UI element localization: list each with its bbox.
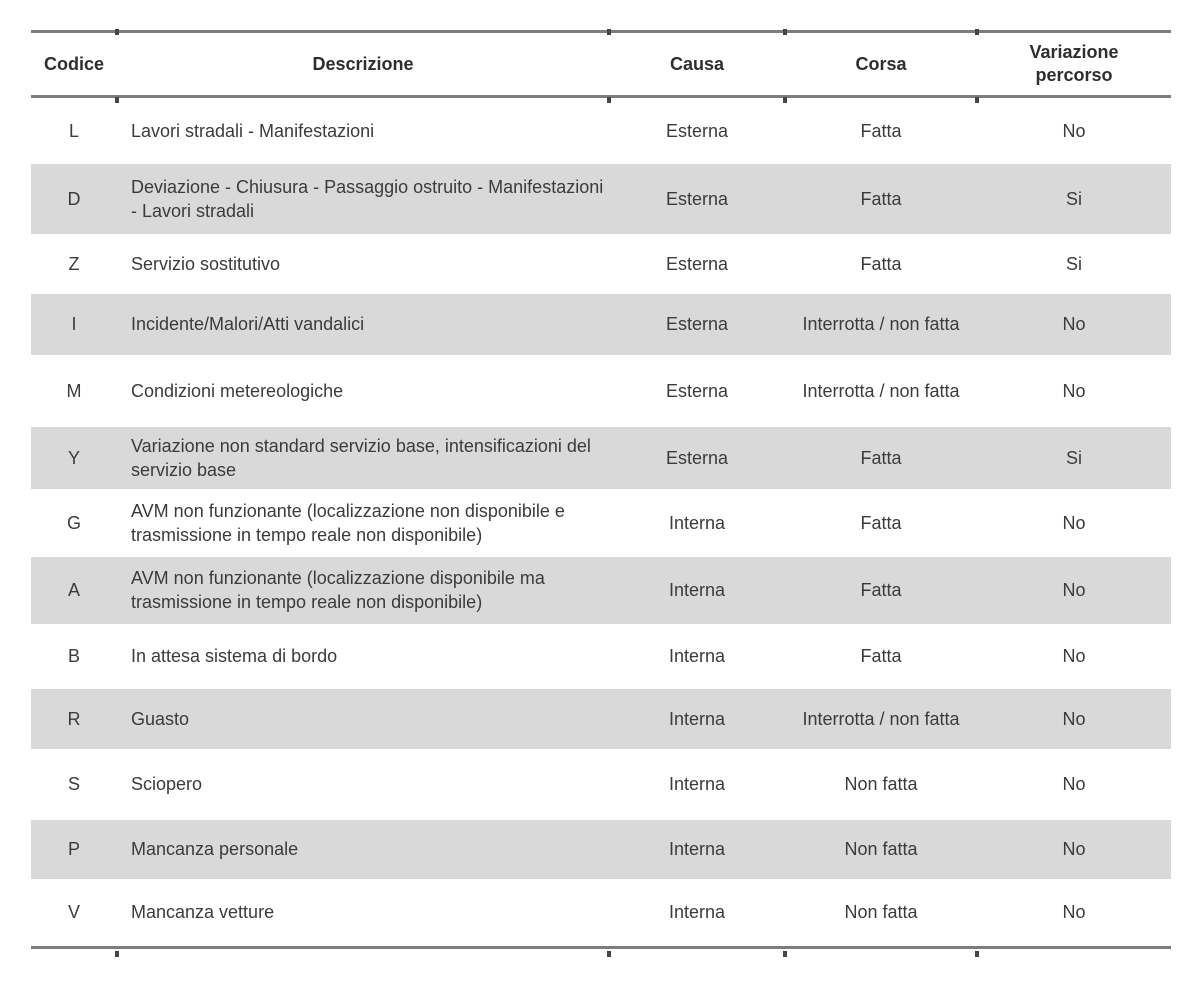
table-row-B bbox=[31, 624, 1171, 689]
rule-tick bbox=[975, 951, 979, 957]
cell-codice: Z bbox=[68, 253, 80, 274]
cell-variazione_percorso: No bbox=[1062, 120, 1086, 141]
rule-tick bbox=[975, 29, 979, 35]
cell-codice: G bbox=[66, 512, 81, 533]
cell-codice: Y bbox=[67, 447, 80, 468]
rule-tick bbox=[783, 97, 787, 103]
table-body bbox=[31, 97, 1171, 948]
cell-codice: A bbox=[67, 580, 80, 600]
table-row-Y bbox=[31, 427, 1171, 489]
cell-descrizione: Deviazione - Chiusura - Passaggio ostruito - Manifestazioni - Lavori stradali bbox=[131, 176, 604, 221]
cell-descrizione: Variazione non standard servizio base, intensificazioni del servizio base bbox=[131, 435, 591, 480]
cell-corsa: Non fatta bbox=[844, 839, 918, 859]
column-header-codice bbox=[31, 32, 117, 97]
rule-tick bbox=[783, 29, 787, 35]
column-header-label: Descrizione bbox=[312, 53, 414, 74]
cell-variazione_percorso: No bbox=[1062, 314, 1086, 334]
column-header-variazione_percorso bbox=[977, 32, 1171, 97]
cell-causa: Interna bbox=[668, 839, 726, 859]
table-row-Z bbox=[31, 234, 1171, 294]
cell-causa: Esterna bbox=[665, 447, 729, 468]
cell-corsa: Non fatta bbox=[844, 774, 918, 794]
cell-variazione_percorso: No bbox=[1062, 839, 1086, 859]
cell-causa: Interna bbox=[668, 580, 726, 600]
rule-tick bbox=[975, 97, 979, 103]
column-header-label: Variazione percorso bbox=[1029, 42, 1119, 85]
column-header-label: Codice bbox=[43, 53, 104, 74]
table-row-R bbox=[31, 689, 1171, 749]
cell-causa: Interna bbox=[668, 774, 726, 794]
cell-codice: R bbox=[67, 708, 81, 729]
cell-causa: Interna bbox=[668, 708, 726, 729]
codes-table-wrapper bbox=[31, 30, 1171, 949]
table-row-V bbox=[31, 879, 1171, 948]
cell-corsa: Fatta bbox=[860, 188, 902, 209]
cell-codice: I bbox=[71, 314, 77, 334]
table-row-P bbox=[31, 820, 1171, 879]
cell-descrizione: AVM non funzionante (localizzazione disponibile ma trasmissione in tempo reale non disponibile) bbox=[131, 568, 545, 612]
cell-descrizione: Lavori stradali - Manifestazioni bbox=[131, 120, 375, 141]
column-header-corsa bbox=[785, 32, 977, 97]
table-row-S bbox=[31, 749, 1171, 820]
codes-table bbox=[31, 30, 1171, 949]
cell-causa: Esterna bbox=[665, 188, 729, 209]
cell-codice: L bbox=[68, 120, 79, 141]
cell-descrizione: Sciopero bbox=[131, 774, 203, 794]
cell-corsa: Fatta bbox=[860, 253, 902, 274]
header-row bbox=[31, 32, 1171, 97]
cell-causa: Interna bbox=[668, 646, 726, 666]
cell-variazione_percorso: Si bbox=[1065, 447, 1082, 468]
cell-codice: M bbox=[66, 380, 82, 401]
cell-corsa: Non fatta bbox=[844, 902, 918, 923]
column-header-label: Causa bbox=[669, 53, 725, 74]
cell-corsa: Interrotta / non fatta bbox=[802, 314, 960, 334]
cell-corsa: Interrotta / non fatta bbox=[802, 708, 960, 729]
column-header-descrizione bbox=[117, 32, 609, 97]
rule-tick bbox=[607, 29, 611, 35]
cell-variazione_percorso: Si bbox=[1065, 188, 1082, 209]
cell-variazione_percorso: Si bbox=[1065, 253, 1082, 274]
cell-descrizione: Condizioni metereologiche bbox=[131, 380, 344, 401]
table-row-I bbox=[31, 294, 1171, 355]
cell-corsa: Fatta bbox=[860, 580, 902, 600]
cell-corsa: Fatta bbox=[860, 447, 902, 468]
column-header-causa bbox=[609, 32, 785, 97]
cell-codice: S bbox=[67, 774, 80, 794]
table-row-L bbox=[31, 97, 1171, 164]
cell-corsa: Fatta bbox=[860, 512, 902, 533]
cell-variazione_percorso: No bbox=[1062, 902, 1086, 923]
cell-codice: V bbox=[67, 902, 80, 923]
cell-codice: B bbox=[67, 646, 80, 666]
table-row-M bbox=[31, 355, 1171, 427]
cell-causa: Esterna bbox=[665, 314, 729, 334]
cell-descrizione: Servizio sostitutivo bbox=[131, 253, 281, 274]
rule-tick bbox=[783, 951, 787, 957]
cell-causa: Esterna bbox=[665, 253, 729, 274]
cell-descrizione: Mancanza personale bbox=[131, 839, 299, 859]
cell-descrizione: Incidente/Malori/Atti vandalici bbox=[131, 314, 365, 334]
cell-codice: P bbox=[67, 839, 80, 859]
rule-tick bbox=[115, 951, 119, 957]
rule-tick bbox=[607, 97, 611, 103]
cell-causa: Interna bbox=[668, 902, 726, 923]
rule-tick bbox=[607, 951, 611, 957]
cell-variazione_percorso: No bbox=[1062, 580, 1086, 600]
cell-variazione_percorso: No bbox=[1062, 380, 1086, 401]
cell-causa: Interna bbox=[668, 512, 726, 533]
cell-causa: Esterna bbox=[665, 120, 729, 141]
cell-causa: Esterna bbox=[665, 380, 729, 401]
cell-descrizione: Mancanza vetture bbox=[131, 902, 275, 923]
cell-variazione_percorso: No bbox=[1062, 646, 1086, 666]
table-row-D bbox=[31, 164, 1171, 234]
cell-descrizione: In attesa sistema di bordo bbox=[131, 646, 338, 666]
cell-corsa: Fatta bbox=[860, 120, 902, 141]
cell-variazione_percorso: No bbox=[1062, 512, 1086, 533]
cell-codice: D bbox=[67, 188, 81, 209]
cell-corsa: Interrotta / non fatta bbox=[802, 380, 960, 401]
table-row-A bbox=[31, 557, 1171, 624]
cell-descrizione: AVM non funzionante (localizzazione non disponibile e trasmissione in tempo reale non disponibile) bbox=[131, 500, 565, 545]
rule-tick bbox=[115, 29, 119, 35]
cell-variazione_percorso: No bbox=[1062, 774, 1086, 794]
cell-corsa: Fatta bbox=[860, 646, 902, 666]
cell-variazione_percorso: No bbox=[1062, 708, 1086, 729]
cell-descrizione: Guasto bbox=[131, 708, 190, 729]
rule-tick bbox=[115, 97, 119, 103]
table-header bbox=[31, 32, 1171, 97]
column-header-label: Corsa bbox=[855, 53, 907, 74]
table-row-G bbox=[31, 489, 1171, 557]
